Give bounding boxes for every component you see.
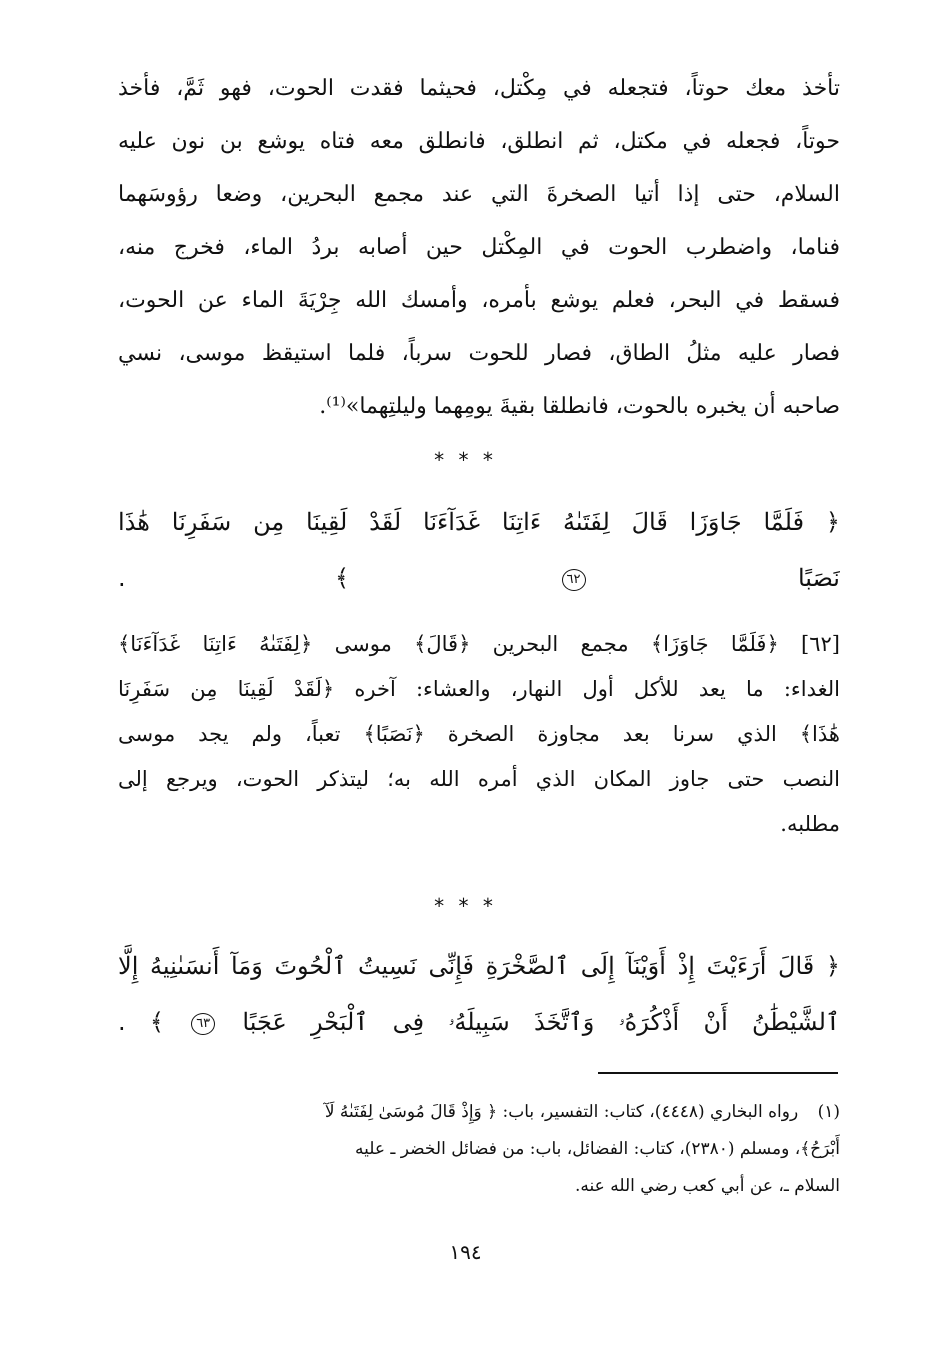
section-separator: * * * [434,448,497,472]
footnote-divider [598,1072,838,1074]
footnote-line: السلام ـ، عن أبي كعب رضي الله عنه. [575,1176,840,1196]
verse-line [118,994,840,1050]
explanation-line: الغداء: ما يعد للأكل أول النهار، والعشاء: آخره ﴿لَقَدْ لَقِينَا مِن سَفَرِنَا [118,677,840,701]
footnote-number: (١) [817,1102,840,1122]
footnotes [118,1094,840,1205]
explanation-line: مطلبه. [780,812,840,836]
verse-62 [118,494,840,606]
hadith-line: حوتاً، فجعله في مكتل، ثم انطلق، فانطلق معه فتاه يوشع بن نون عليه [118,129,840,154]
hadith-paragraph [118,62,840,433]
verse-text: ٱلشَّيْطَٰنُ أَنْ أَذْكُرَهُۥ وَٱتَّخَذَ سَبِيلَهُۥ فِى ٱلْبَحْرِ عَجَبًا [242,1008,840,1036]
verse-63 [118,938,840,1050]
footnote-line: أَبْرَحُ﴾، ومسلم (٢٣٨٠)، كتاب: الفضائل، باب: من فضائل الخضر ـ عليه [355,1139,840,1159]
footnote-text: رواه البخاري (٤٤٤٨)، كتاب: التفسير، باب: ﴿ وَإِذْ قَالَ مُوسَىٰ لِفَتَىٰهُ لَآ [324,1102,799,1122]
explanation-paragraph [118,622,840,847]
ayah-number-marker: ٦٣ [191,1013,215,1035]
hadith-line: فسقط في البحر، فعلم يوشع بأمره، وأمسك الله جِرْيَةَ الماء عن الحوت، [118,288,840,313]
explanation-line: النصب حتى جاوز المكان الذي أمره الله به؛ ليتذكر الحوت، ويرجع إلى [118,767,840,791]
hadith-line: فناما، واضطرب الحوت في المِكْتل حين أصابه بردُ الماء، فخرج منه، [118,235,840,260]
explanation-line: هَٰذَا﴾ الذي سرنا بعد مجاوزة الصخرة ﴿نَصَبًا﴾ تعباً، ولم يجد موسى [118,722,840,746]
verse-line: ﴿ قَالَ أَرَءَيْتَ إِذْ أَوَيْنَآ إِلَى ٱلصَّخْرَةِ فَإِنِّى نَسِيتُ ٱلْحُوتَ وَمَآ أَنسَىٰنِيهُ إِلَّا [118,952,840,980]
verse-line: ﴿ فَلَمَّا جَاوَزَا قَالَ لِفَتَىٰهُ ءَاتِنَا غَدَآءَنَا لَقَدْ لَقِينَا مِن سَفَرِنَا هَٰذَا [118,508,840,536]
hadith-line: صاحبه أن يخبره بالحوت، فانطلقا بقيةَ يومِهما وليلتِهما»⁽¹⁾. [319,394,840,419]
hadith-line: تأخذ معك حوتاً، فتجعله في مِكْتل، فحيثما فقدت الحوت، فهو ثَمَّ، فأخذ [118,76,840,101]
verse-text: نَصَبًا [797,564,840,592]
explanation-line: [٦٢] ﴿فَلَمَّا جَاوَزَا﴾ مجمع البحرين ﴿قَالَ﴾ موسى ﴿لِفَتَىٰهُ ءَاتِنَا غَدَآءَنَا﴾ [118,632,840,656]
verse-closing-bracket: ﴾ . [118,564,350,592]
hadith-line: فصار عليه مثلُ الطاق، فصار للحوت سرباً، فلما استيقظ موسى، نسي [118,341,840,366]
verse-line [118,550,840,606]
page-number: ١٩٤ [449,1240,482,1264]
hadith-line: السلام، حتى إذا أتيا الصخرةَ التي عند مجمع البحرين، وضعا رؤوسَهما [118,182,840,207]
footnote-line [118,1094,840,1131]
section-separator: * * * [434,894,497,918]
verse-closing-bracket: ﴾ . [118,1008,164,1036]
ayah-number-marker: ٦٢ [562,569,586,591]
